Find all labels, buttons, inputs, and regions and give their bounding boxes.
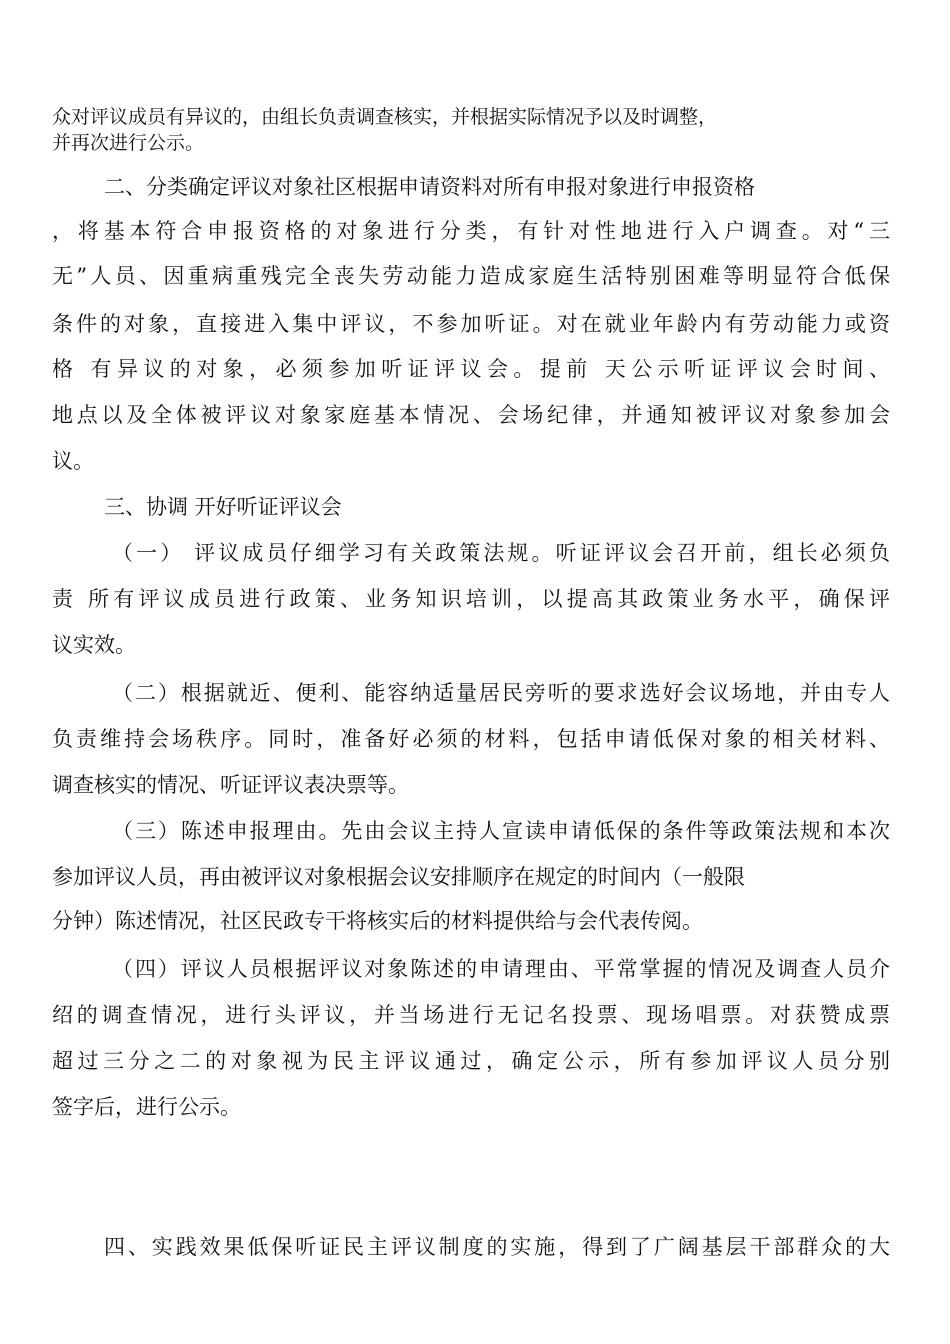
section-heading-3: 三、协调 开好听证评议会 bbox=[104, 495, 342, 519]
text-line: ，将基本符合申报资格的对象进行分类，有针对性地进行入户调查。对“三 bbox=[52, 219, 890, 243]
text-line: 调查核实的情况、听证评议表决票等。 bbox=[52, 773, 409, 797]
text-line: 超过三分之二的对象视为民主评议通过，确定公示，所有参加评议人员分别 bbox=[52, 1049, 890, 1073]
text-line: 议。 bbox=[52, 449, 94, 473]
text-line: 地点以及全体被评议对象家庭基本情况、会场纪律，并通知被评议对象参加会 bbox=[52, 403, 890, 427]
text-line: 参加评议人员，再由被评议对象根据会议安排顺序在规定的时间内（一般限 bbox=[52, 865, 745, 889]
text-line: 条件的对象，直接进入集中评议，不参加听证。对在就业年龄内有劳动能力或资 bbox=[52, 312, 890, 336]
text-line: 无”人员、因重病重残完全丧失劳动能力造成家庭生活特别困难等明显符合低保 bbox=[52, 264, 890, 288]
section-heading-2: 二、分类确定评议对象社区根据申请资料对所有申报对象进行申报资格 bbox=[104, 175, 755, 199]
text-line: 责 所有评议成员进行政策、业务知识培训，以提高其政策业务水平，确保评 bbox=[52, 587, 890, 611]
text-line: （四）评议人员根据评议对象陈述的申请理由、平常掌握的情况及调查人员介 bbox=[112, 957, 890, 981]
text-line: 绍的调查情况，进行头评议，并当场进行无记名投票、现场唱票。对获赞成票 bbox=[52, 1003, 890, 1027]
text-line: 众对评议成员有异议的，由组长负责调查核实，并根据实际情况予以及时调整， bbox=[52, 106, 718, 128]
text-line: 签字后，进行公示。 bbox=[52, 1095, 241, 1119]
section-heading-4: 四、实践效果低保听证民主评议制度的实施，得到了广阔基层干部群众的大 bbox=[104, 1235, 890, 1259]
text-line: （一） 评议成员仔细学习有关政策法规。听证评议会召开前，组长必须负 bbox=[112, 541, 890, 565]
text-line: 并再次进行公示。 bbox=[52, 132, 205, 154]
text-line: 议实效。 bbox=[52, 633, 136, 657]
text-line: （三）陈述申报理由。先由会议主持人宣读申请低保的条件等政策法规和本次 bbox=[112, 819, 890, 843]
text-line: （二）根据就近、便利、能容纳适量居民旁听的要求选好会议场地，并由专人 bbox=[112, 681, 890, 705]
text-line: 格 有异议的对象，必须参加听证评议会。提前 天公示听证评议会时间、 bbox=[52, 357, 890, 381]
text-line: 分钟）陈述情况，社区民政专干将核实后的材料提供给与会代表传阅。 bbox=[52, 909, 703, 933]
text-line: 负责维持会场秩序。同时，准备好必须的材料，包括申请低保对象的相关材料、 bbox=[52, 727, 890, 751]
